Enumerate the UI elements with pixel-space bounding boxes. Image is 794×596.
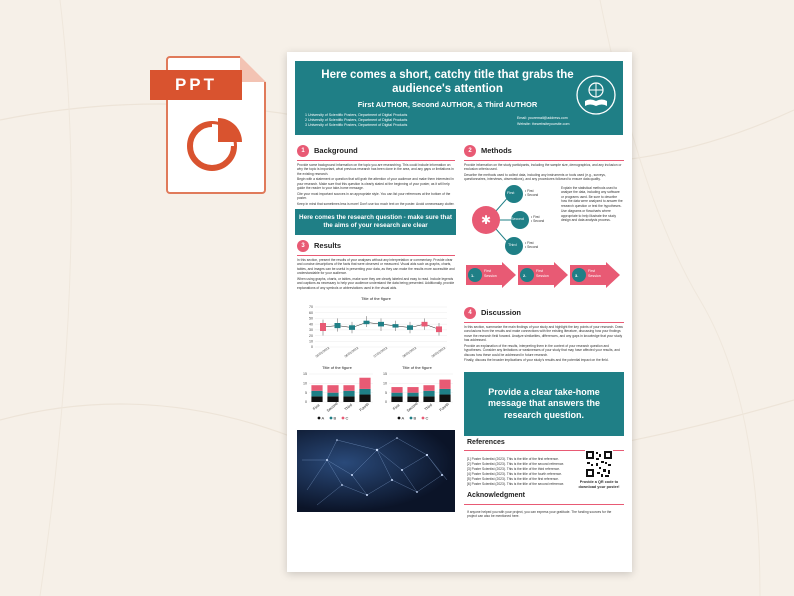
bar-segment xyxy=(407,393,418,397)
legend-marker xyxy=(398,417,401,420)
bar-segment xyxy=(359,389,370,395)
research-question-box: Here comes the research question - make sure that the aims of your research are clear xyxy=(295,209,456,235)
legend-label: A xyxy=(401,415,405,421)
x-tick-label: Second xyxy=(326,401,339,413)
section-discussion-heading: 4 Discussion xyxy=(464,307,521,319)
stacked-bar-chart-2 xyxy=(377,372,457,422)
bar-segment xyxy=(391,393,402,397)
globe-book-logo-icon xyxy=(575,74,617,116)
x-tick-label: Second xyxy=(406,401,419,413)
step-3-num: 3. xyxy=(575,273,579,278)
contact-info: Email: youremail@address.com Website: thewebsiteyoursite.com xyxy=(517,116,570,126)
legend-label: C xyxy=(425,415,429,421)
x-tick-label: Fourth xyxy=(358,402,370,413)
bar-segment xyxy=(343,396,354,402)
ppt-file-icon xyxy=(150,56,268,196)
legend-label: C xyxy=(345,415,349,421)
y-tick-label: 60 xyxy=(309,310,313,315)
qr-caption: Provide a QR code to download your poster! xyxy=(578,480,620,490)
references-heading: References xyxy=(467,439,505,446)
divider xyxy=(464,504,624,505)
bar-segment xyxy=(423,391,434,397)
bar-segment xyxy=(407,396,418,402)
section-results-heading: 3 Results xyxy=(297,240,341,252)
acknowledgment-heading: Acknowledgment xyxy=(467,492,525,499)
legend-marker xyxy=(318,417,321,420)
svg-text:✱: ✱ xyxy=(480,213,492,227)
y-tick-label: 30 xyxy=(309,328,313,333)
y-tick-label: 50 xyxy=(309,316,313,321)
bar-segment xyxy=(311,396,322,402)
bar-segment xyxy=(423,385,434,391)
y-tick-label: 0 xyxy=(305,400,307,405)
bar-segment xyxy=(327,396,338,402)
background-text: Provide some background information on the topic you are researching. This could include information on why the topic is important, what previous research has been done in the area, and any gaps or limitations in the existing research. Begin with a statement or question that will grab the attention of your audience and make them interested in your research. Make sure that this question is clearly stated at the beginning of your poster, as it will help guide the reader to your take-home message. Cite your most important sources in an appropriate style. You can list your references at the bottom of the poster. Keep in mind that sometimes less is more! Don't use too much text on the poster. Avoid unnecessary clutter. xyxy=(297,163,455,206)
bar-segment xyxy=(359,378,370,389)
divider xyxy=(297,160,455,161)
divider xyxy=(464,322,624,323)
chart1-title: Title of the figure xyxy=(361,296,391,301)
chart2-title: Title of the figure xyxy=(322,365,352,370)
network-lines xyxy=(297,430,455,512)
acknowledgment-text: If anyone helped you with your project, you can express your gratitude. The funding sources for the project can also be mentioned here. xyxy=(467,510,612,519)
step-2-text: First Session xyxy=(536,269,549,278)
y-tick-label: 10 xyxy=(309,339,313,344)
network-image xyxy=(297,430,455,512)
legend-label: B xyxy=(333,415,337,421)
methods-side-text: Explain the statistical methods used to analyze the data, including any software or programs used. Be sure to describe how the data were analyzed to answer the research question or test the hypotheses. Use diagrams or flowcharts where appropriate to help illustrate the study design and data analysis process. xyxy=(561,186,623,223)
bar-segment xyxy=(343,385,354,391)
bar-segment xyxy=(407,387,418,393)
qr-code-icon xyxy=(585,450,613,478)
poster-title: Here comes a short, catchy title that grabs the audience's attention xyxy=(321,69,574,96)
poster-authors: First AUTHOR, Second AUTHOR, & Third AUTHOR xyxy=(357,100,538,109)
legend-marker xyxy=(330,417,333,420)
section-methods-heading: 2 Methods xyxy=(464,145,512,157)
legend-label: B xyxy=(413,415,417,421)
node-third-label: Third xyxy=(508,243,517,247)
node-second-label: Second xyxy=(511,217,524,221)
x-tick-label: Third xyxy=(343,402,353,412)
stacked-bar-chart-1 xyxy=(297,372,377,422)
y-tick-label: 40 xyxy=(309,322,313,327)
chart3-title: Title of the figure xyxy=(402,365,432,370)
candle-body xyxy=(335,323,341,328)
take-home-box: Provide a clear take-home message that answers the research question. xyxy=(464,372,624,436)
y-tick-label: 0 xyxy=(385,400,387,405)
y-tick-label: 15 xyxy=(383,372,387,377)
y-tick-label: 0 xyxy=(311,345,313,350)
candle-body xyxy=(407,325,413,330)
bar-segment xyxy=(391,396,402,402)
node-first-label: First xyxy=(507,191,515,195)
divider xyxy=(297,255,455,256)
y-tick-label: 5 xyxy=(385,390,387,395)
x-tick-label: 07/01/2023 xyxy=(372,345,389,359)
references-list: [1] Poster Scientist (2023). This is the title of the first reference. [2] Poster Scientist (2023). This is the title of the second reference. [3] Poster Scientist (2023). This is the title of the third reference. [4] Poster Scientist (2023). This is the title of the fourth reference. [5] Poster Scientist (2023). This is the title of the first reference. [6] Poster Scientist (2023). This is the title of the second reference. xyxy=(467,457,565,486)
node-third-items: • First • Second xyxy=(525,241,539,250)
step-1-num: 1. xyxy=(471,273,475,278)
x-tick-label: Fourth xyxy=(438,402,450,413)
node-second-items: • First • Second xyxy=(531,215,545,224)
bar-segment xyxy=(439,380,450,389)
legend-marker xyxy=(342,417,345,420)
candle-body xyxy=(320,323,326,331)
x-tick-label: 09/01/2023 xyxy=(430,345,447,359)
candlestick-chart xyxy=(297,303,455,361)
poster xyxy=(287,52,632,572)
candle-body xyxy=(364,321,370,324)
x-tick-label: 08/01/2023 xyxy=(401,345,418,359)
x-tick-label: 05/01/2023 xyxy=(314,345,331,359)
poster-header xyxy=(295,61,623,135)
divider xyxy=(464,160,624,161)
node-first-items: • First • Second xyxy=(525,189,539,198)
step-2-num: 2. xyxy=(523,273,527,278)
step-3-text: First Session xyxy=(588,269,601,278)
bar-segment xyxy=(423,396,434,402)
results-text: In this section, present the results of your analyses without any interpretation or commentary. Provide clear and concise descriptions of the facts that were observed or measured. Visual aids such as graphs, charts, tables, and images can be useful in presenting your data, as they can make the results more accessible and understandable for your audience. When using graphs, charts, or tables, make sure they are clearly labeled and easy to read. Include legends and captions as necessary to help your audience understand the data being presented. Additionally, provide explanations of any symbols or abbreviations used in the visual aids. xyxy=(297,258,455,290)
bar-segment xyxy=(343,391,354,397)
bar-segment xyxy=(391,387,402,393)
bar-segment xyxy=(327,393,338,397)
y-tick-label: 20 xyxy=(309,333,313,338)
x-tick-label: 06/01/2023 xyxy=(343,345,360,359)
bar-segment xyxy=(439,395,450,402)
x-tick-label: First xyxy=(312,403,321,412)
x-tick-label: Third xyxy=(423,402,433,412)
y-tick-label: 15 xyxy=(303,372,307,377)
y-tick-label: 10 xyxy=(383,381,387,386)
candle-body xyxy=(422,322,428,327)
bar-segment xyxy=(359,395,370,402)
bar-segment xyxy=(327,385,338,392)
candle-body xyxy=(378,322,384,327)
pie-chart-icon xyxy=(184,114,244,174)
y-tick-label: 10 xyxy=(303,381,307,386)
bar-segment xyxy=(439,389,450,395)
step-1-text: First Session xyxy=(484,269,497,278)
bar-segment xyxy=(311,391,322,397)
x-tick-label: First xyxy=(392,403,401,412)
legend-marker xyxy=(410,417,413,420)
discussion-text: In this section, summarize the main findings of your study and highlight the key points of your research. Draw conclusions from the results and make connections with the existing literature, discussing how your findings move the research field forward. Analyze similarities, differences, and any gaps in knowledge that your study has addressed. Provide an explanation of the results, interpreting them in the context of your research question and hypotheses. Consider any limitations or weaknesses of your study that may have affected your results, and discuss how these could be addressed in future research. Finally, discuss the broader implications of your study's results and the potential impact on the field. xyxy=(464,325,623,363)
affiliations: 1 University of Scientific Posters, Department of Digital Products 2 University of Scientific Posters, Department of Digital Products 3 University of Scientific Posters, Department of Digital Products xyxy=(305,113,408,128)
legend-label: A xyxy=(321,415,325,421)
y-tick-label: 5 xyxy=(305,390,307,395)
y-tick-label: 70 xyxy=(309,305,313,310)
candle-body xyxy=(349,325,355,330)
ppt-badge: PPT xyxy=(150,70,242,100)
bar-segment xyxy=(311,385,322,391)
legend-marker xyxy=(422,417,425,420)
candle-body xyxy=(436,326,442,332)
methods-text: Provide information on the study participants, including the sample size, demographics, and any inclusion or exclusion criteria used. Describe the methods used to collect data, including any instruments or tools used (e.g., surveys, questionnaires, interviews, observations), and any procedures followed to ensure data quality. xyxy=(464,163,622,182)
section-background-heading: 1 Background xyxy=(297,145,358,157)
candle-body xyxy=(393,324,399,327)
